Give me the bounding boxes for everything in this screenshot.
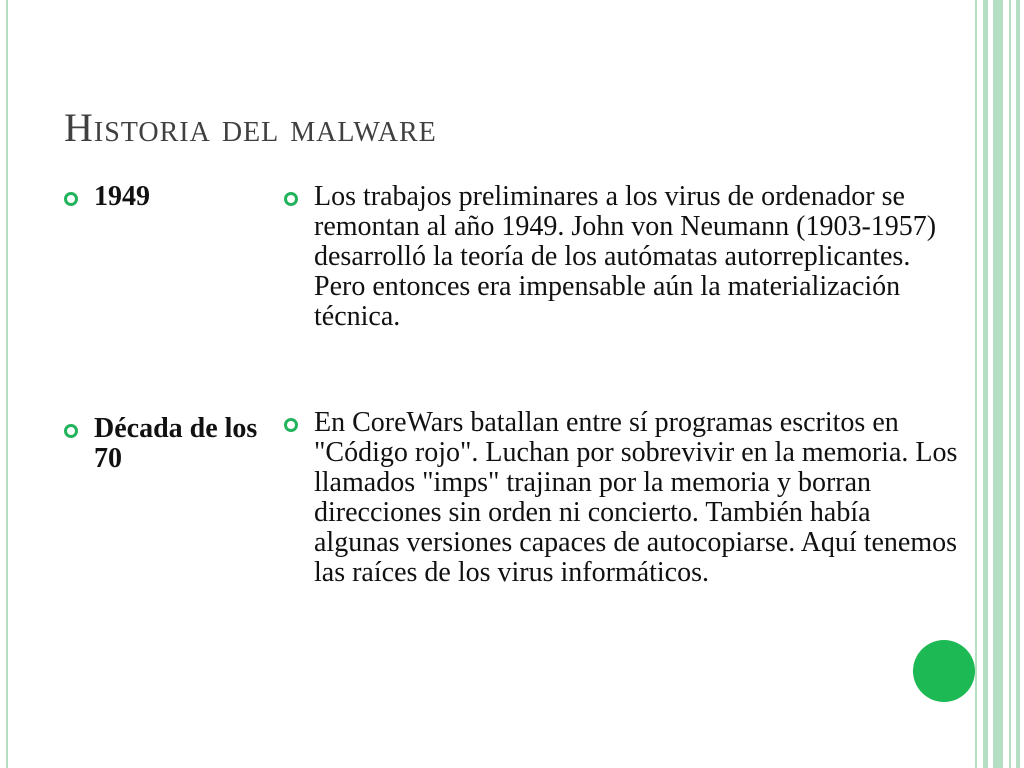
bullet-description-70s bbox=[284, 408, 959, 588]
bullet-year-1949 bbox=[64, 182, 150, 212]
bullet-label: Década de los 70 bbox=[94, 413, 258, 474]
bullet-paragraph: En CoreWars batallan entre sí programas escritos en "Código rojo". Luchan por sobrevivir en la memoria. Los llamados "imps" trajinan por la memoria y borran direcciones sin orden ni concierto. También había algunas versiones capaces de autocopiarse. Aquí tenemos las raíces de los virus informáticos. bbox=[314, 407, 958, 588]
decorative-line-left bbox=[6, 0, 8, 768]
slide-title: Historia del malware bbox=[64, 105, 437, 150]
decorative-line-right-1 bbox=[975, 0, 977, 768]
bullet-circle-icon bbox=[64, 192, 78, 206]
decorative-line-right-4 bbox=[1009, 0, 1011, 768]
decorative-line-right-5 bbox=[1016, 0, 1020, 768]
bullet-circle-icon bbox=[284, 418, 298, 432]
decorative-green-circle bbox=[913, 640, 975, 702]
bullet-description-1949 bbox=[284, 182, 954, 332]
bullet-paragraph: Los trabajos preliminares a los virus de ordenador se remontan al año 1949. John von Neumann (1903-1957) desarrolló la teoría de los autómatas autorreplicantes. Pero entonces era impensable aún la materialización técnica. bbox=[314, 181, 937, 332]
bullet-label: 1949 bbox=[94, 181, 150, 212]
bullet-circle-icon bbox=[64, 424, 78, 438]
bullet-decade-70s bbox=[64, 414, 274, 474]
bullet-circle-icon bbox=[284, 192, 298, 206]
decorative-line-right-2 bbox=[983, 0, 988, 768]
decorative-line-right-3 bbox=[993, 0, 1003, 768]
